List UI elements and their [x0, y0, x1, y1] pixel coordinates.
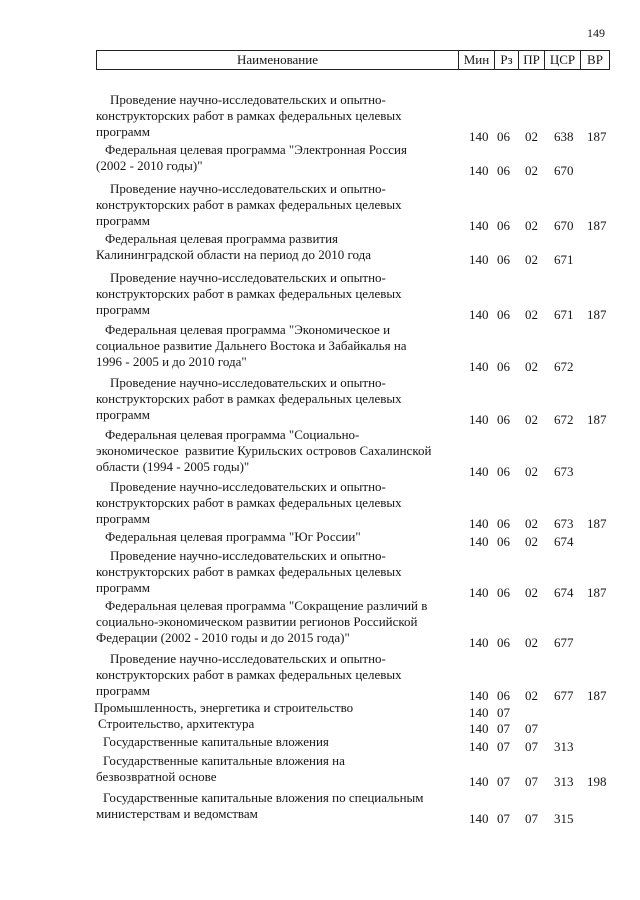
row-min-code: 140 — [469, 129, 489, 144]
row-csr-code: 670 — [554, 218, 574, 233]
row-name-line: 1996 - 2005 и до 2010 года" — [96, 354, 247, 369]
row-name-line: Промышленность, энергетика и строительство — [94, 700, 354, 715]
row-min-code: 140 — [469, 774, 489, 789]
row-min-code: 140 — [469, 163, 489, 178]
row-vr-code: 187 — [587, 516, 607, 531]
row-name-line: программ — [96, 407, 151, 422]
row-name-line: программ — [96, 302, 151, 317]
row-pr-code: 02 — [525, 218, 538, 233]
row-min-code: 140 — [469, 635, 489, 650]
row-csr-code: 315 — [554, 811, 574, 826]
row-name-line: Проведение научно-исследовательских и опытно- — [110, 651, 386, 666]
header-csr: ЦСР — [545, 51, 581, 70]
row-pr-code: 02 — [525, 635, 538, 650]
row-rz-code: 06 — [497, 163, 510, 178]
row-pr-code: 02 — [525, 412, 538, 427]
row-name-line: программ — [96, 511, 151, 526]
row-name-line: программ — [96, 124, 151, 139]
row-pr-code: 07 — [525, 811, 538, 826]
row-name-line: программ — [96, 213, 151, 228]
row-name-line: конструкторских работ в рамках федеральных целевых — [96, 286, 402, 301]
row-rz-code: 06 — [497, 307, 510, 322]
header-pr: ПР — [519, 51, 545, 70]
row-name-line: области (1994 - 2005 годы)" — [96, 459, 250, 474]
row-pr-code: 02 — [525, 516, 538, 531]
row-min-code: 140 — [469, 412, 489, 427]
row-name-line: конструкторских работ в рамках федеральных целевых — [96, 564, 402, 579]
row-rz-code: 07 — [497, 811, 510, 826]
row-csr-code: 313 — [554, 774, 574, 789]
row-name-line: Федерации (2002 - 2010 годы и до 2015 года)" — [96, 630, 350, 645]
row-pr-code: 07 — [525, 774, 538, 789]
row-min-code: 140 — [469, 534, 489, 549]
row-min-code: 140 — [469, 359, 489, 374]
row-csr-code: 671 — [554, 252, 574, 267]
row-name-line: конструкторских работ в рамках федеральных целевых — [96, 667, 402, 682]
row-csr-code: 638 — [554, 129, 574, 144]
row-name-line: Проведение научно-исследовательских и опытно- — [110, 92, 386, 107]
row-min-code: 140 — [469, 688, 489, 703]
row-name-line: Федеральная целевая программа "Электронная Россия — [105, 142, 407, 157]
row-name-line: Проведение научно-исследовательских и опытно- — [110, 548, 386, 563]
header-name: Наименование — [97, 51, 459, 70]
row-pr-code: 02 — [525, 359, 538, 374]
row-csr-code: 674 — [554, 585, 574, 600]
row-rz-code: 06 — [497, 359, 510, 374]
row-min-code: 140 — [469, 721, 489, 736]
row-rz-code: 07 — [497, 774, 510, 789]
row-csr-code: 674 — [554, 534, 574, 549]
row-pr-code: 02 — [525, 307, 538, 322]
row-csr-code: 313 — [554, 739, 574, 754]
row-min-code: 140 — [469, 218, 489, 233]
page-number: 149 — [587, 26, 605, 40]
row-vr-code: 187 — [587, 129, 607, 144]
row-rz-code: 06 — [497, 688, 510, 703]
row-min-code: 140 — [469, 705, 489, 720]
row-vr-code: 187 — [587, 585, 607, 600]
row-name-line: Калининградской области на период до 2010 года — [96, 247, 372, 262]
row-name-line: Федеральная целевая программа "Юг России" — [105, 529, 361, 544]
row-rz-code: 07 — [497, 705, 510, 720]
row-name-line: социально-экономическом развитии регионов Российской — [96, 614, 418, 629]
row-vr-code: 187 — [587, 307, 607, 322]
row-name-line: программ — [96, 580, 151, 595]
row-name-line: Федеральная целевая программа "Социально- — [105, 427, 360, 442]
row-pr-code: 07 — [525, 721, 538, 736]
row-pr-code: 02 — [525, 688, 538, 703]
row-pr-code: 02 — [525, 464, 538, 479]
row-name-line: программ — [96, 683, 151, 698]
row-min-code: 140 — [469, 739, 489, 754]
row-pr-code: 02 — [525, 163, 538, 178]
row-name-line: Государственные капитальные вложения — [103, 734, 329, 749]
row-rz-code: 06 — [497, 412, 510, 427]
row-csr-code: 672 — [554, 412, 574, 427]
row-name-line: конструкторских работ в рамках федеральных целевых — [96, 495, 402, 510]
row-name-line: экономическое развитие Курильских островов Сахалинской — [96, 443, 432, 458]
row-name-line: Проведение научно-исследовательских и опытно- — [110, 270, 386, 285]
row-name-line: Государственные капитальные вложения на — [103, 753, 345, 768]
header-vr: ВР — [581, 51, 610, 70]
row-name-line: Федеральная целевая программа развития — [105, 231, 339, 246]
row-vr-code: 187 — [587, 218, 607, 233]
row-rz-code: 06 — [497, 635, 510, 650]
row-name-line: (2002 - 2010 годы)" — [96, 158, 203, 173]
row-csr-code: 673 — [554, 516, 574, 531]
row-min-code: 140 — [469, 464, 489, 479]
row-csr-code: 677 — [554, 635, 574, 650]
row-name-line: Проведение научно-исследовательских и опытно- — [110, 181, 386, 196]
row-min-code: 140 — [469, 585, 489, 600]
row-csr-code: 670 — [554, 163, 574, 178]
row-rz-code: 07 — [497, 739, 510, 754]
header-min: Мин — [459, 51, 495, 70]
row-min-code: 140 — [469, 252, 489, 267]
row-vr-code: 198 — [587, 774, 607, 789]
row-name-line: конструкторских работ в рамках федеральных целевых — [96, 108, 402, 123]
row-name-line: Строительство, архитектура — [98, 716, 255, 731]
row-csr-code: 671 — [554, 307, 574, 322]
row-csr-code: 672 — [554, 359, 574, 374]
row-rz-code: 06 — [497, 516, 510, 531]
row-rz-code: 06 — [497, 534, 510, 549]
row-csr-code: 677 — [554, 688, 574, 703]
row-rz-code: 06 — [497, 585, 510, 600]
row-rz-code: 06 — [497, 464, 510, 479]
row-rz-code: 07 — [497, 721, 510, 736]
row-name-line: Федеральная целевая программа "Сокращение различий в — [105, 598, 428, 613]
row-rz-code: 06 — [497, 252, 510, 267]
row-name-line: Проведение научно-исследовательских и опытно- — [110, 375, 386, 390]
row-name-line: Проведение научно-исследовательских и опытно- — [110, 479, 386, 494]
row-name-line: Федеральная целевая программа "Экономическое и — [105, 322, 391, 337]
row-csr-code: 673 — [554, 464, 574, 479]
row-name-line: министерствам и ведомствам — [96, 806, 258, 821]
row-rz-code: 06 — [497, 218, 510, 233]
row-pr-code: 02 — [525, 252, 538, 267]
row-pr-code: 02 — [525, 129, 538, 144]
row-min-code: 140 — [469, 307, 489, 322]
row-rz-code: 06 — [497, 129, 510, 144]
row-name-line: конструкторских работ в рамках федеральных целевых — [96, 391, 402, 406]
row-vr-code: 187 — [587, 412, 607, 427]
row-min-code: 140 — [469, 811, 489, 826]
row-name-line: социальное развитие Дальнего Востока и Забайкалья на — [96, 338, 407, 353]
row-pr-code: 02 — [525, 534, 538, 549]
row-pr-code: 07 — [525, 739, 538, 754]
row-pr-code: 02 — [525, 585, 538, 600]
row-name-line: конструкторских работ в рамках федеральных целевых — [96, 197, 402, 212]
row-vr-code: 187 — [587, 688, 607, 703]
header-rz: Рз — [495, 51, 519, 70]
row-name-line: Государственные капитальные вложения по специальным — [103, 790, 424, 805]
row-name-line: безвозвратной основе — [96, 769, 217, 784]
row-min-code: 140 — [469, 516, 489, 531]
